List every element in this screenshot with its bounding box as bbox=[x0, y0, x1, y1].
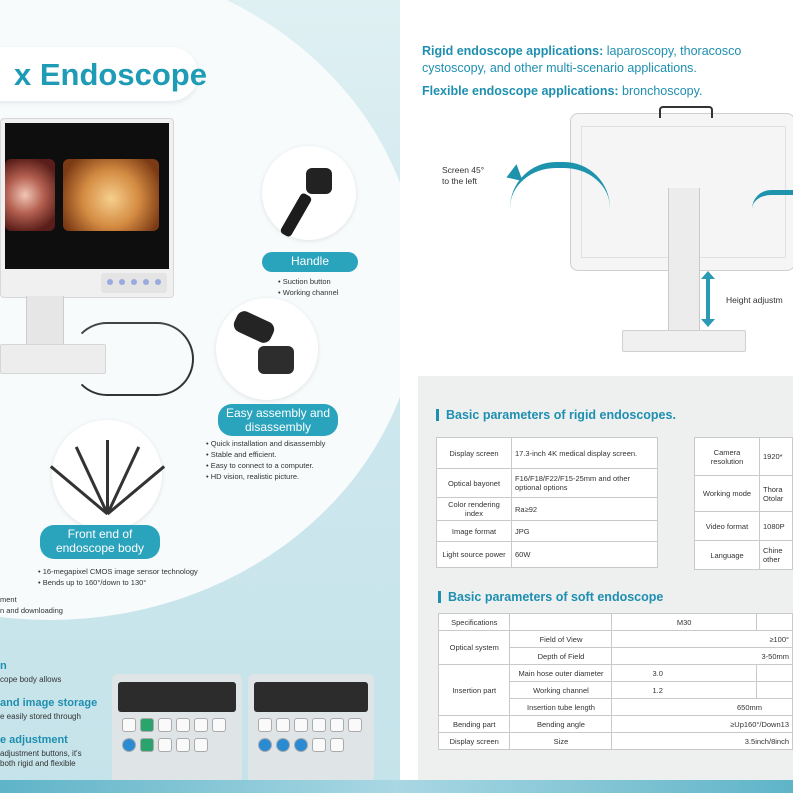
rigid-applications-line2: cystoscopy, and other multi-scenario applications. bbox=[422, 61, 697, 75]
feature-heading-3: e adjustment bbox=[0, 734, 68, 746]
feature-text-3b: both rigid and flexible bbox=[0, 759, 76, 768]
handle-bullets: • Suction button • Working channel bbox=[278, 276, 338, 298]
feature-heading-1: n bbox=[0, 660, 7, 672]
table-row: Camera resolution 1920* bbox=[695, 438, 793, 476]
monitor-front bbox=[0, 118, 174, 298]
monitor-handle bbox=[659, 106, 713, 118]
flexible-applications: Flexible endoscope applications: bronchoscopy. bbox=[422, 84, 703, 98]
table-row: Language Chine other bbox=[695, 541, 793, 570]
control-panel bbox=[101, 273, 167, 293]
endoscope-cable bbox=[70, 322, 194, 396]
table-row: Optical bayonet F16/F18/F22/F15-25mm and other optional options bbox=[437, 469, 658, 498]
handle-label: Handle bbox=[262, 252, 358, 272]
table-row: Display screen 17.3-inch 4K medical display screen. bbox=[437, 438, 658, 469]
monitor-base-back bbox=[622, 330, 746, 352]
title-pill bbox=[0, 47, 207, 101]
table-row: Optical system Field of View ≥100° bbox=[439, 631, 793, 648]
soft-section-title: Basic parameters of soft endoscope bbox=[448, 590, 664, 604]
table-row: Display screen Size 3.5inch/8inch bbox=[439, 733, 793, 750]
table-row: Working channel 1.2 bbox=[439, 682, 793, 699]
rigid-params-table bbox=[436, 437, 658, 568]
text-fragment: ment bbox=[0, 595, 17, 604]
rigid-applications: Rigid endoscope applications: laparoscopy, thoracosco bbox=[422, 44, 742, 58]
table-row: Insertion part Main hose outer diameter 3.0 bbox=[439, 665, 793, 682]
soft-params-table bbox=[438, 613, 793, 750]
monitor-stand bbox=[26, 296, 64, 346]
table-row: Insertion tube length 650mm bbox=[439, 699, 793, 716]
table-row: Bending part Bending angle ≥Up160°/Down13 bbox=[439, 716, 793, 733]
table-row: Image format JPG bbox=[437, 521, 658, 542]
height-arrow-icon bbox=[706, 278, 710, 320]
front-end-bullets: • 16-megapixel CMOS image sensor technology • Bends up to 160°/down to 130° bbox=[38, 566, 198, 588]
front-end-bubble bbox=[52, 420, 162, 530]
feature-text-2: e easily stored through bbox=[0, 712, 81, 721]
text-fragment: n and downloading bbox=[0, 606, 63, 615]
feature-text-3a: adjustment buttons, it's bbox=[0, 749, 82, 758]
bottom-wave bbox=[0, 780, 793, 793]
table-row: Depth of Field 3-50mm bbox=[439, 648, 793, 665]
control-panel-photo-1 bbox=[112, 674, 242, 784]
rigid-section-title: Basic parameters of rigid endoscopes. bbox=[446, 408, 676, 422]
assembly-bubble bbox=[216, 298, 318, 400]
endoscope-image-1 bbox=[5, 159, 55, 231]
handle-bubble bbox=[262, 146, 356, 240]
page-title: x Endoscope bbox=[14, 57, 207, 92]
table-row: Color rendering index Ra≥92 bbox=[437, 498, 658, 521]
table-row: Video format 1080P bbox=[695, 512, 793, 541]
monitor-stand-back bbox=[668, 188, 700, 333]
assembly-label: Easy assembly and disassembly bbox=[218, 404, 338, 436]
endoscope-image-2 bbox=[63, 159, 159, 231]
screen-rotation-note: Screen 45° to the left bbox=[442, 165, 485, 186]
feature-text-1: cope body allows bbox=[0, 675, 62, 684]
monitor-screen bbox=[5, 123, 169, 269]
assembly-bullets: • Quick installation and disassembly • Stable and efficient. • Easy to connect to a computer. • HD vision, realistic picture. bbox=[206, 438, 325, 482]
table-row: Working mode Thora Otolar bbox=[695, 476, 793, 512]
height-adjust-note: Height adjustm bbox=[726, 295, 783, 305]
feature-heading-2: and image storage bbox=[0, 697, 98, 709]
control-panel-photo-2 bbox=[248, 674, 374, 784]
table-row: Light source power 60W bbox=[437, 542, 658, 568]
front-end-label: Front end of endoscope body bbox=[40, 525, 160, 559]
table-row: Specifications M30 bbox=[439, 614, 793, 631]
rigid-params-table-right bbox=[694, 437, 793, 570]
